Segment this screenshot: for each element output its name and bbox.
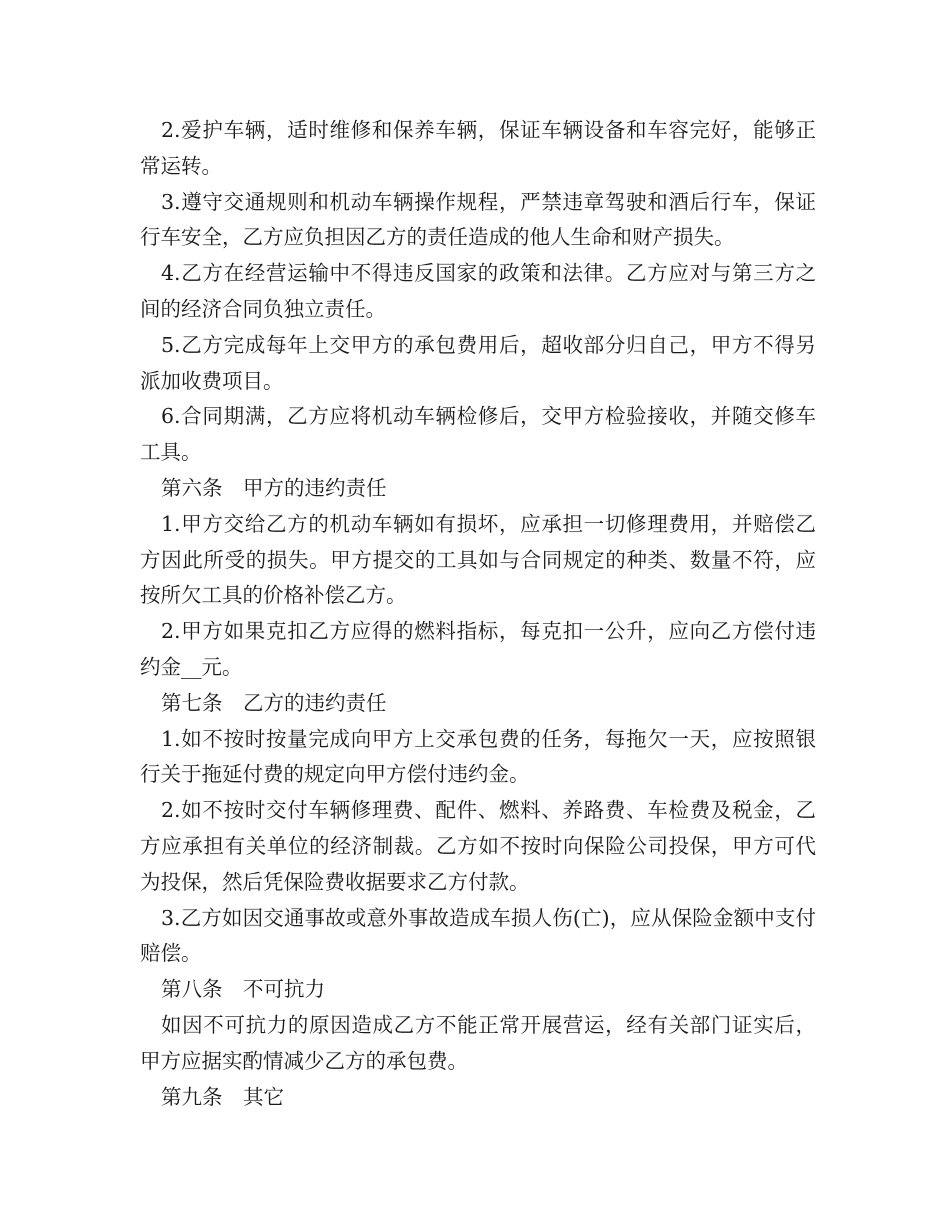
heading-clause-8: 第八条 不可抗力 xyxy=(161,977,325,1002)
heading-clause-9: 第九条 其它 xyxy=(161,1084,284,1109)
paragraph-clause-5-item-6: 6.合同期满，乙方应将机动车辆检修后，交甲方检验接收，并随交修车工具。 xyxy=(140,404,816,465)
paragraph-clause-5-item-4: 4.乙方在经营运输中不得违反国家的政策和法律。乙方应对与第三方之间的经济合同负独立责任。 xyxy=(140,261,816,321)
paragraph-clause-7-item-3: 3.乙方如因交通事故或意外事故造成车损人伤(亡)，应从保险金额中支付赔偿。 xyxy=(140,905,816,966)
document-body xyxy=(140,113,816,1115)
paragraph-clause-6-item-2: 2.甲方如果克扣乙方应得的燃料指标，每克扣一公升，应向乙方偿付违约金__元。 xyxy=(140,619,816,679)
paragraph-clause-5-item-2: 2.爱护车辆，适时维修和保养车辆，保证车辆设备和车容完好，能够正常运转。 xyxy=(140,118,816,178)
paragraph-clause-5-item-3: 3.遵守交通规则和机动车辆操作规程，严禁违章驾驶和酒后行车，保证行车安全，乙方应负担因乙方的责任造成的他人生命和财产损失。 xyxy=(140,189,816,250)
heading-clause-6: 第六条 甲方的违约责任 xyxy=(161,475,387,500)
paragraph-clause-7-item-2: 2.如不按时交付车辆修理费、配件、燃料、养路费、车检费及税金，乙方应承担有关单位的经济制裁。乙方如不按时向保险公司投保，甲方可代为投保，然后凭保险费收据要求乙方付款。 xyxy=(140,798,816,894)
paragraph-clause-7-item-1: 1.如不按时按量完成向甲方上交承包费的任务，每拖欠一天，应按照银行关于拖延付费的规定向甲方偿付违约金。 xyxy=(140,726,816,787)
heading-clause-7: 第七条 乙方的违约责任 xyxy=(161,690,387,715)
paragraph-clause-8-body: 如因不可抗力的原因造成乙方不能正常开展营运，经有关部门证实后，甲方应据实酌情减少乙方的承包费。 xyxy=(140,1012,816,1073)
paragraph-clause-5-item-5: 5.乙方完成每年上交甲方的承包费用后，超收部分归自己，甲方不得另派加收费项目。 xyxy=(140,332,816,393)
paragraph-clause-6-item-1: 1.甲方交给乙方的机动车辆如有损坏，应承担一切修理费用，并赔偿乙方因此所受的损失。甲方提交的工具如与合同规定的种类、数量不符，应按所欠工具的价格补偿乙方。 xyxy=(140,511,816,608)
